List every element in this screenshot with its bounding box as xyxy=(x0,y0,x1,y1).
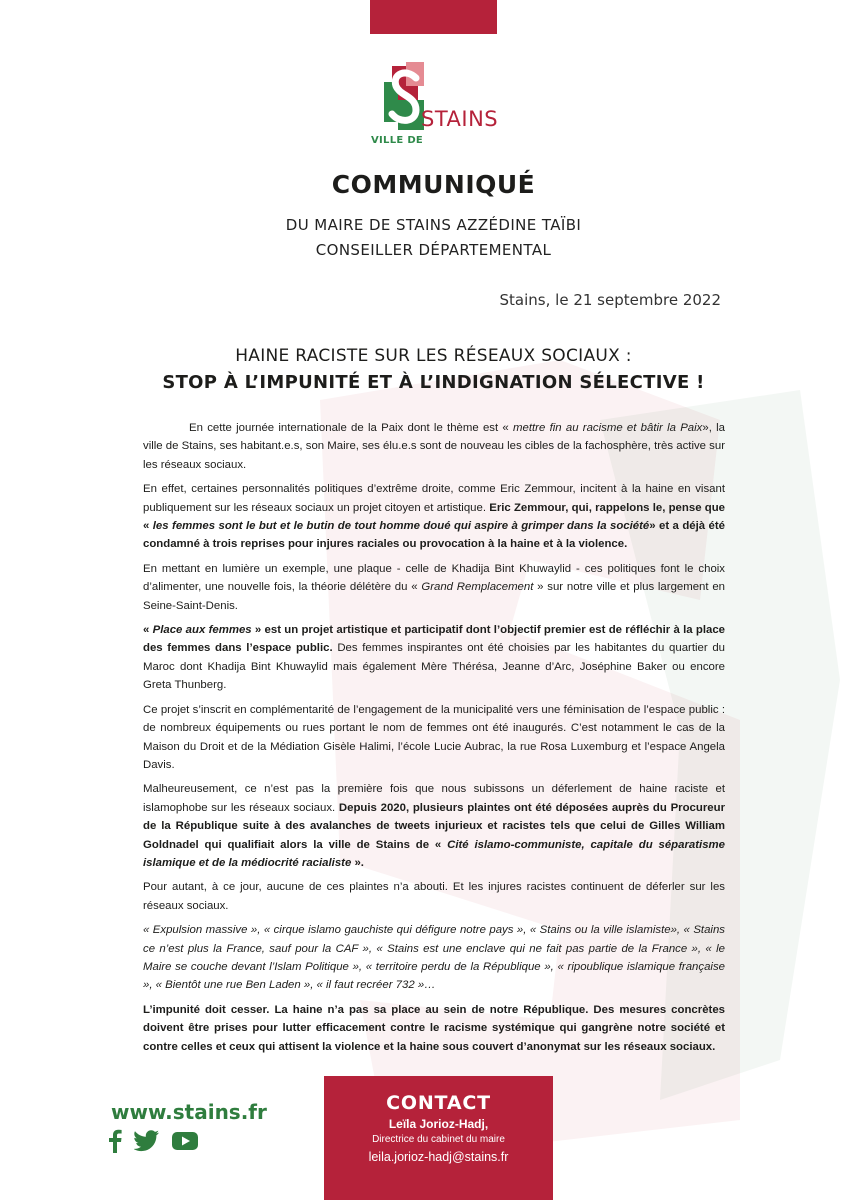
contact-role: Directrice du cabinet du maire xyxy=(372,1134,505,1145)
body-text xyxy=(143,419,725,1062)
logo-stains-text: STAINS xyxy=(421,107,499,131)
text-run: Malheureusement, ce n’est pas la première fois que nous subissons un déferlement de haine raciste et islamophobe sur les réseaux sociaux. xyxy=(143,783,725,814)
text-run: » et a déjà été condamné à trois reprises pour injures raciales ou provocation à la haine et à la violence. xyxy=(143,520,726,551)
text-run: Des femmes inspirantes ont été choisies par les habitantes du quartier du Maroc dont Khadija Bint Khuwaylid mais également Mère Thérésa, Jeanne d’Arc, Joséphine Baker ou encore Greta Thunberg. xyxy=(143,642,726,692)
text-run: En mettant en lumière un exemple, une plaque - celle de Khadija Bint Khuwaylid - ces politiques font le choix d’alimenter, une nouvelle fois, la théorie délétère du « xyxy=(143,562,725,594)
text-run: les femmes sont le but et le butin de tout homme doué qui aspire à grimper dans la société xyxy=(152,520,650,533)
text-run: » sur notre ville et plus largement en Seine-Saint-Denis. xyxy=(143,581,725,612)
contact-box xyxy=(324,1076,553,1200)
text-run: En effet, certaines personnalités politiques d’extrême droite, comme Eric Zemmour, incitent à la haine en visant publiquement sur les réseaux sociaux un projet citoyen et artistique. xyxy=(143,483,725,514)
top-red-tab xyxy=(370,0,497,34)
text-run: », la ville de Stains, ses habitant.e.s, son Maire, ses élu.e.s sont de nouveau les cibles de la fachosphère, très active sur les réseaux sociaux. xyxy=(143,422,725,471)
contact-heading: CONTACT xyxy=(386,1092,491,1114)
subtitle-line2: CONSEILLER DÉPARTEMENTAL xyxy=(315,241,552,259)
text-run: « xyxy=(143,624,153,637)
paragraph-2 xyxy=(143,480,725,554)
text-run: Eric Zemmour, qui, rappelons le, pense que « xyxy=(143,501,725,533)
paragraph-7: Pour autant, à ce jour, aucune de ces plaintes n’a abouti. Et les injures racistes continuent de déferler sur les réseaux sociaux. xyxy=(143,881,725,912)
contact-name: Leïla Jorioz-Hadj, xyxy=(388,1117,489,1131)
text-run: mettre fin au racisme et bâtir la Paix xyxy=(513,422,703,434)
paragraph-4 xyxy=(143,621,725,695)
subtitle-line1: DU MAIRE DE STAINS AZZÉDINE TAÏBI xyxy=(285,216,582,234)
text-run: L’impunité doit cesser. La haine n’a pas sa place au sein de notre République. Des mesures concrètes doivent être prises pour lutter efficacement contre le racisme systémique qui gangrène notre société et contre celles et ceux qui attisent la violence et la haine sous couvert d’anonymat sur les réseaux sociaux. xyxy=(143,1003,725,1053)
website-link[interactable]: www.stains.fr xyxy=(111,1100,267,1124)
text-run: Depuis 2020, plusieurs plaintes ont été déposées auprès du Procureur de la République suite à des avalanches de tweets injurieux et racistes tels que celui de Gilles William Goldnadel qui qualifiait alors la ville de Stains de « xyxy=(143,801,726,851)
facebook-icon[interactable] xyxy=(108,1129,122,1158)
headline-line1: HAINE RACISTE SUR LES RÉSEAUX SOCIAUX : xyxy=(235,346,632,366)
text-run: ». xyxy=(351,856,364,869)
text-run: En cette journée internationale de la Paix dont le thème est « xyxy=(189,422,514,434)
paragraph-1 xyxy=(143,419,725,474)
paragraph-9 xyxy=(143,1001,725,1056)
logo-ville-de-text: VILLE DE xyxy=(371,135,424,146)
text-run: Cité islamo-communiste, capitale du séparatisme islamique et de la médiocrité racialiste xyxy=(143,838,725,869)
paragraph-5: Ce projet s’inscrit en complémentarité de l’engagement de la municipalité vers une féminisation de l’espace public : de nombreux équipements ou rues portant le nom de femmes ont été inaugurés. C’est notamment le cas de la Maison du Droit et de la Médiation Gisèle Halimi, l’école Lucie Aubrac, la rue Rosa Luxemburg et l’espace Angela Davis. xyxy=(143,703,725,771)
text-run: » est un projet artistique et participatif dont l’objectif premier est de réfléchir à la place des femmes dans l’espace public. xyxy=(143,624,726,655)
date-line: Stains, le 21 septembre 2022 xyxy=(499,291,721,309)
headline-line2: STOP À L’IMPUNITÉ ET À L’INDIGNATION SÉLECTIVE ! xyxy=(162,372,705,393)
social-links xyxy=(108,1130,198,1156)
paragraph-6 xyxy=(143,780,725,872)
twitter-icon[interactable] xyxy=(134,1130,160,1157)
paragraph-8 xyxy=(143,921,725,995)
paragraph-3 xyxy=(143,560,725,615)
youtube-icon[interactable] xyxy=(172,1131,198,1156)
text-run: Place aux femmes xyxy=(152,624,252,637)
text-run: « Expulsion massive », « cirque islamo gauchiste qui défigure notre pays », « Stains ou la ville islamiste», « Stains ce n’est plus la France, sauf pour la CAF », « Stains est une enclave qui ne fait pas partie de la France », « le Maire se couche devant l’Islam Politique », « territoire perdu de la République », « ripoublique islamique française », « Bientôt une rue Ben Laden », « il faut recréer 732 »… xyxy=(143,924,725,992)
page-title: COMMUNIQUÉ xyxy=(331,170,536,199)
text-run: Grand Remplacement xyxy=(421,581,534,594)
contact-email-link[interactable]: leila.jorioz-hadj@stains.fr xyxy=(368,1150,509,1164)
